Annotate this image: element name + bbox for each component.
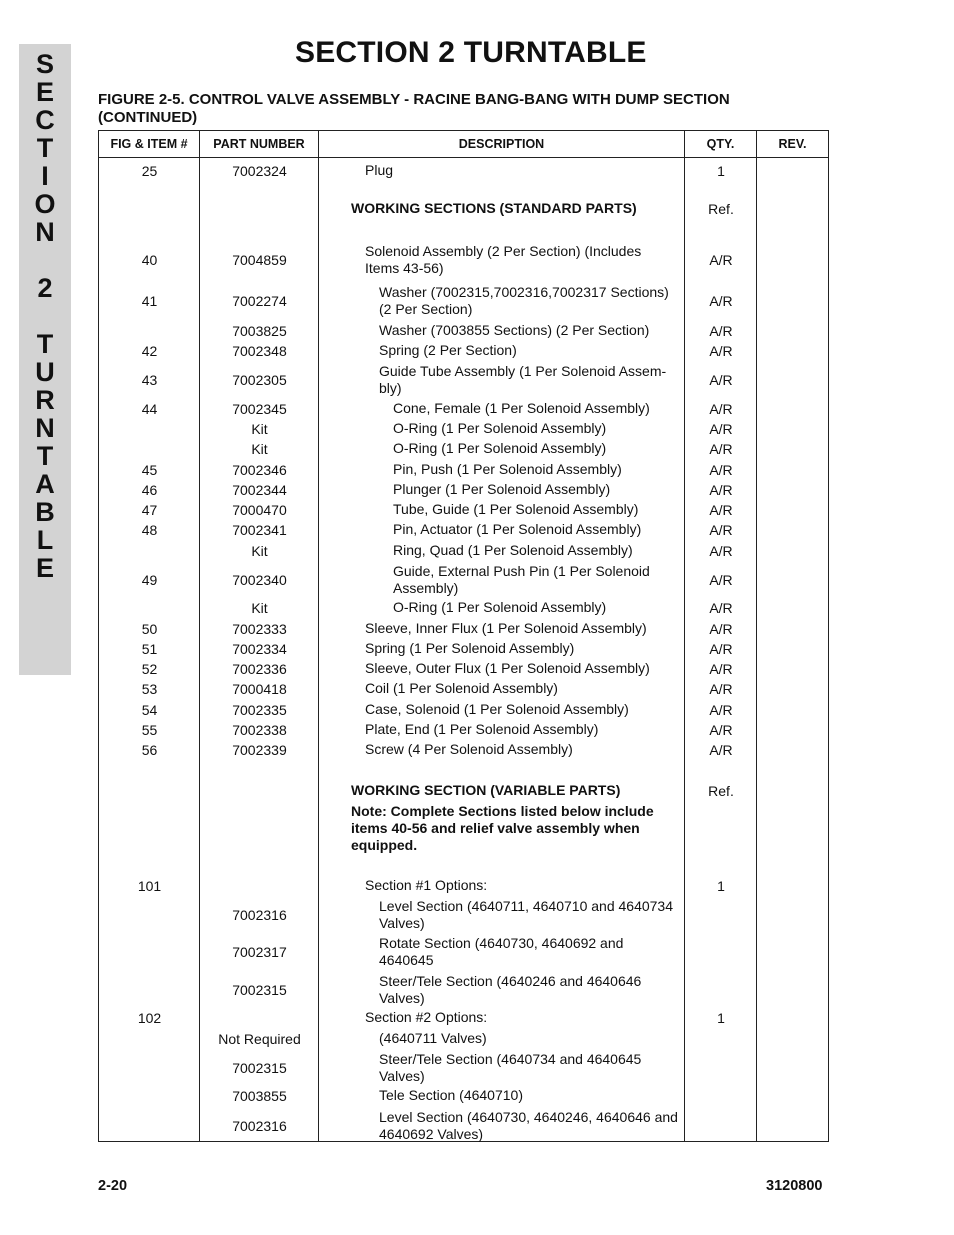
column-header-rev: REV. xyxy=(778,137,807,151)
part-number-cell: Not Required xyxy=(218,1030,301,1047)
description-cell: O-Ring (1 Per Solenoid Assembly) xyxy=(393,420,607,436)
table-row xyxy=(99,660,828,677)
qty-cell: Ref. xyxy=(708,782,734,799)
qty-cell: A/R xyxy=(709,461,733,478)
description-cell: Cone, Female (1 Per Solenoid Assembly) xyxy=(393,400,650,416)
table-row xyxy=(99,562,828,597)
qty-cell: 1 xyxy=(717,1009,725,1026)
qty-cell: A/R xyxy=(709,571,733,588)
side-tab-letter: T xyxy=(36,329,54,359)
part-number-cell: 7002341 xyxy=(232,521,287,538)
qty-cell: A/R xyxy=(709,440,733,457)
table-row xyxy=(99,640,828,657)
table-body xyxy=(99,158,828,1141)
part-number-cell: 7002274 xyxy=(232,292,287,309)
fig-item-cell: 40 xyxy=(141,251,158,268)
description-cell: Tele Section (4640710) xyxy=(379,1087,523,1103)
part-number-cell: 7002316 xyxy=(232,1117,287,1134)
side-tab-letter: T xyxy=(36,133,54,163)
side-tab-letter: S xyxy=(35,49,54,79)
side-tab-letter: L xyxy=(36,525,54,555)
fig-item-cell: 51 xyxy=(141,640,158,657)
fig-item-cell: 48 xyxy=(141,521,158,538)
column-header-qty: QTY. xyxy=(685,131,757,157)
fig-item-cell: 56 xyxy=(141,741,158,758)
side-tab-letter: A xyxy=(35,469,55,499)
qty-cell: A/R xyxy=(709,680,733,697)
part-number-cell: Kit xyxy=(251,420,268,437)
table-row xyxy=(99,972,828,1007)
description-cell: Spring (2 Per Section) xyxy=(379,342,517,358)
qty-cell: A/R xyxy=(709,481,733,498)
table-row xyxy=(99,241,828,278)
description-cell: Sleeve, Inner Flux (1 Per Solenoid Assembly) xyxy=(365,620,647,636)
fig-item-cell: 47 xyxy=(141,501,158,518)
table-row xyxy=(99,200,828,217)
table-row xyxy=(99,162,828,179)
qty-cell: A/R xyxy=(709,660,733,677)
side-tab-letter: 2 xyxy=(37,273,53,303)
description-cell: Pin, Push (1 Per Solenoid Assembly) xyxy=(393,461,622,477)
side-tab-letter: N xyxy=(35,217,55,247)
part-number-cell: 7002340 xyxy=(232,571,287,588)
qty-cell: A/R xyxy=(709,251,733,268)
part-number-cell: 7003825 xyxy=(232,322,287,339)
table-row xyxy=(99,680,828,697)
description-cell: Level Section (4640730, 4640246, 4640646 and 4640692 Valves) xyxy=(379,1108,678,1142)
part-number-cell: 7004859 xyxy=(232,251,287,268)
part-number-cell: 7002338 xyxy=(232,721,287,738)
parts-table xyxy=(98,130,829,1142)
description-cell: WORKING SECTION (VARIABLE PARTS) xyxy=(351,782,621,798)
fig-item-cell: 54 xyxy=(141,701,158,718)
description-cell: Case, Solenoid (1 Per Solenoid Assembly) xyxy=(365,701,629,717)
description-cell: Guide, External Push Pin (1 Per Solenoid Assembly) xyxy=(393,562,650,596)
part-number-cell: 7002315 xyxy=(232,1059,287,1076)
qty-cell: A/R xyxy=(709,620,733,637)
description-cell: Spring (1 Per Solenoid Assembly) xyxy=(365,640,575,656)
table-header xyxy=(99,131,828,158)
side-tab-letter: R xyxy=(35,385,55,415)
qty-cell: A/R xyxy=(709,701,733,718)
qty-cell: A/R xyxy=(709,599,733,616)
table-row xyxy=(99,420,828,437)
description-cell: Tube, Guide (1 Per Solenoid Assembly) xyxy=(393,501,639,517)
table-row xyxy=(99,599,828,616)
side-tab-letter: T xyxy=(36,441,54,471)
side-tab-letter xyxy=(19,246,71,274)
part-number-cell: 7002333 xyxy=(232,620,287,637)
fig-item-cell: 41 xyxy=(141,292,158,309)
part-number-cell: 7002339 xyxy=(232,741,287,758)
table-row xyxy=(99,701,828,718)
part-number-cell: Kit xyxy=(251,542,268,559)
part-number-cell: 7002346 xyxy=(232,461,287,478)
document-number: 3120800 xyxy=(766,1178,823,1194)
table-row xyxy=(99,501,828,518)
side-tab-letter xyxy=(19,302,71,330)
table-row xyxy=(99,400,828,417)
fig-item-cell: 25 xyxy=(141,162,158,179)
table-row xyxy=(99,440,828,457)
part-number-cell: Kit xyxy=(251,440,268,457)
part-number-cell: 7002336 xyxy=(232,660,287,677)
side-tab-letter: C xyxy=(35,105,55,135)
qty-cell: A/R xyxy=(709,501,733,518)
description-cell: Level Section (4640711, 4640710 and 4640734 Valves) xyxy=(379,897,673,931)
table-row xyxy=(99,481,828,498)
description-cell: Steer/Tele Section (4640734 and 4640645 Valves) xyxy=(379,1050,642,1084)
part-number-cell: 7000418 xyxy=(232,680,287,697)
section-side-tab xyxy=(19,44,71,675)
description-cell: Plate, End (1 Per Solenoid Assembly) xyxy=(365,721,599,737)
part-number-cell: 7002344 xyxy=(232,481,287,498)
description-cell: Screw (4 Per Solenoid Assembly) xyxy=(365,741,573,757)
description-cell: Section #1 Options: xyxy=(365,877,488,893)
description-cell: Note: Complete Sections listed below include items 40-56 and relief valve assembly when equipped. xyxy=(351,802,654,853)
description-cell: O-Ring (1 Per Solenoid Assembly) xyxy=(393,440,607,456)
table-row xyxy=(99,620,828,637)
qty-cell: 1 xyxy=(717,162,725,179)
qty-cell: A/R xyxy=(709,521,733,538)
side-tab-letters xyxy=(19,50,71,582)
part-number-cell: 7002345 xyxy=(232,400,287,417)
qty-cell: A/R xyxy=(709,322,733,339)
description-cell: Solenoid Assembly (2 Per Section) (Includes Items 43-56) xyxy=(365,242,642,276)
side-tab-letter: E xyxy=(35,553,54,583)
fig-item-cell: 52 xyxy=(141,660,158,677)
qty-cell: A/R xyxy=(709,741,733,758)
part-number-cell: 7002315 xyxy=(232,981,287,998)
column-header-part-number: PART NUMBER xyxy=(200,131,319,157)
part-number-cell: 7002348 xyxy=(232,342,287,359)
part-number-cell: 7003855 xyxy=(232,1087,287,1104)
fig-item-cell: 55 xyxy=(141,721,158,738)
fig-item-cell: 42 xyxy=(141,342,158,359)
description-cell: Coil (1 Per Solenoid Assembly) xyxy=(365,680,558,696)
part-number-cell: 7002305 xyxy=(232,371,287,388)
table-row xyxy=(99,1009,828,1026)
description-cell: O-Ring (1 Per Solenoid Assembly) xyxy=(393,599,607,615)
description-cell: Guide Tube Assembly (1 Per Solenoid Assem-bly) xyxy=(379,362,667,396)
part-number-cell: 7002317 xyxy=(232,943,287,960)
table-row xyxy=(99,897,828,932)
table-row xyxy=(99,741,828,758)
page-number: 2-20 xyxy=(98,1178,128,1194)
fig-item-cell: 45 xyxy=(141,461,158,478)
part-number-cell: 7002316 xyxy=(232,906,287,923)
table-row xyxy=(99,1087,828,1104)
description-cell: Sleeve, Outer Flux (1 Per Solenoid Assembly) xyxy=(365,660,650,676)
fig-item-cell: 53 xyxy=(141,680,158,697)
part-number-cell: 7002334 xyxy=(232,640,287,657)
table-row xyxy=(99,282,828,319)
qty-cell: A/R xyxy=(709,400,733,417)
fig-item-cell: 101 xyxy=(137,877,162,894)
part-number-cell: Kit xyxy=(251,599,268,616)
side-tab-letter: U xyxy=(35,357,55,387)
qty-cell: A/R xyxy=(709,721,733,738)
table-row xyxy=(99,342,828,359)
description-cell: Pin, Actuator (1 Per Solenoid Assembly) xyxy=(393,521,642,537)
column-header-description: DESCRIPTION xyxy=(319,131,685,157)
part-number-cell: 7002324 xyxy=(232,162,287,179)
description-cell: Steer/Tele Section (4640246 and 4640646 Valves) xyxy=(379,972,642,1006)
table-row xyxy=(99,461,828,478)
figure-caption: FIGURE 2-5. CONTROL VALVE ASSEMBLY - RACINE BANG-BANG WITH DUMP SECTION (CONTINUED) xyxy=(98,91,730,126)
description-cell: Ring, Quad (1 Per Solenoid Assembly) xyxy=(393,542,633,558)
fig-item-cell: 44 xyxy=(141,400,158,417)
table-row xyxy=(99,782,828,799)
column-header-fig-item: FIG & ITEM # xyxy=(99,131,200,157)
qty-cell: A/R xyxy=(709,292,733,309)
part-number-cell: 7002335 xyxy=(232,701,287,718)
section-title: SECTION 2 TURNTABLE xyxy=(295,36,647,69)
table-row xyxy=(99,934,828,969)
fig-item-cell: 43 xyxy=(141,371,158,388)
table-row xyxy=(99,802,828,854)
table-row xyxy=(99,1108,828,1143)
description-cell: Rotate Section (4640730, 4640692 and 4640645 xyxy=(379,934,624,968)
table-row xyxy=(99,521,828,538)
table-row xyxy=(99,1050,828,1085)
table-row xyxy=(99,362,828,397)
fig-item-cell: 46 xyxy=(141,481,158,498)
description-cell: Plunger (1 Per Solenoid Assembly) xyxy=(393,481,611,497)
table-row xyxy=(99,1030,828,1047)
side-tab-letter: N xyxy=(35,413,55,443)
description-cell: Plug xyxy=(365,162,394,178)
qty-cell: A/R xyxy=(709,542,733,559)
qty-cell: A/R xyxy=(709,420,733,437)
table-row xyxy=(99,721,828,738)
qty-cell: Ref. xyxy=(708,200,734,217)
description-cell: Section #2 Options: xyxy=(365,1009,488,1025)
description-cell: WORKING SECTIONS (STANDARD PARTS) xyxy=(351,200,637,216)
qty-cell: A/R xyxy=(709,342,733,359)
side-tab-letter: E xyxy=(35,77,54,107)
side-tab-letter: I xyxy=(41,161,49,191)
side-tab-letter: B xyxy=(35,497,55,527)
qty-cell: 1 xyxy=(717,877,725,894)
qty-cell: A/R xyxy=(709,640,733,657)
qty-cell: A/R xyxy=(709,371,733,388)
part-number-cell: 7000470 xyxy=(232,501,287,518)
description-cell: Washer (7002315,7002316,7002317 Sections) (2 Per Section) xyxy=(379,283,669,317)
description-cell: Washer (7003855 Sections) (2 Per Section) xyxy=(379,322,650,338)
description-cell: (4640711 Valves) xyxy=(379,1030,487,1046)
fig-item-cell: 102 xyxy=(137,1009,162,1026)
side-tab-letter: O xyxy=(34,189,56,219)
table-row xyxy=(99,322,828,339)
fig-item-cell: 50 xyxy=(141,620,158,637)
fig-item-cell: 49 xyxy=(141,571,158,588)
table-row xyxy=(99,877,828,894)
table-row xyxy=(99,542,828,559)
